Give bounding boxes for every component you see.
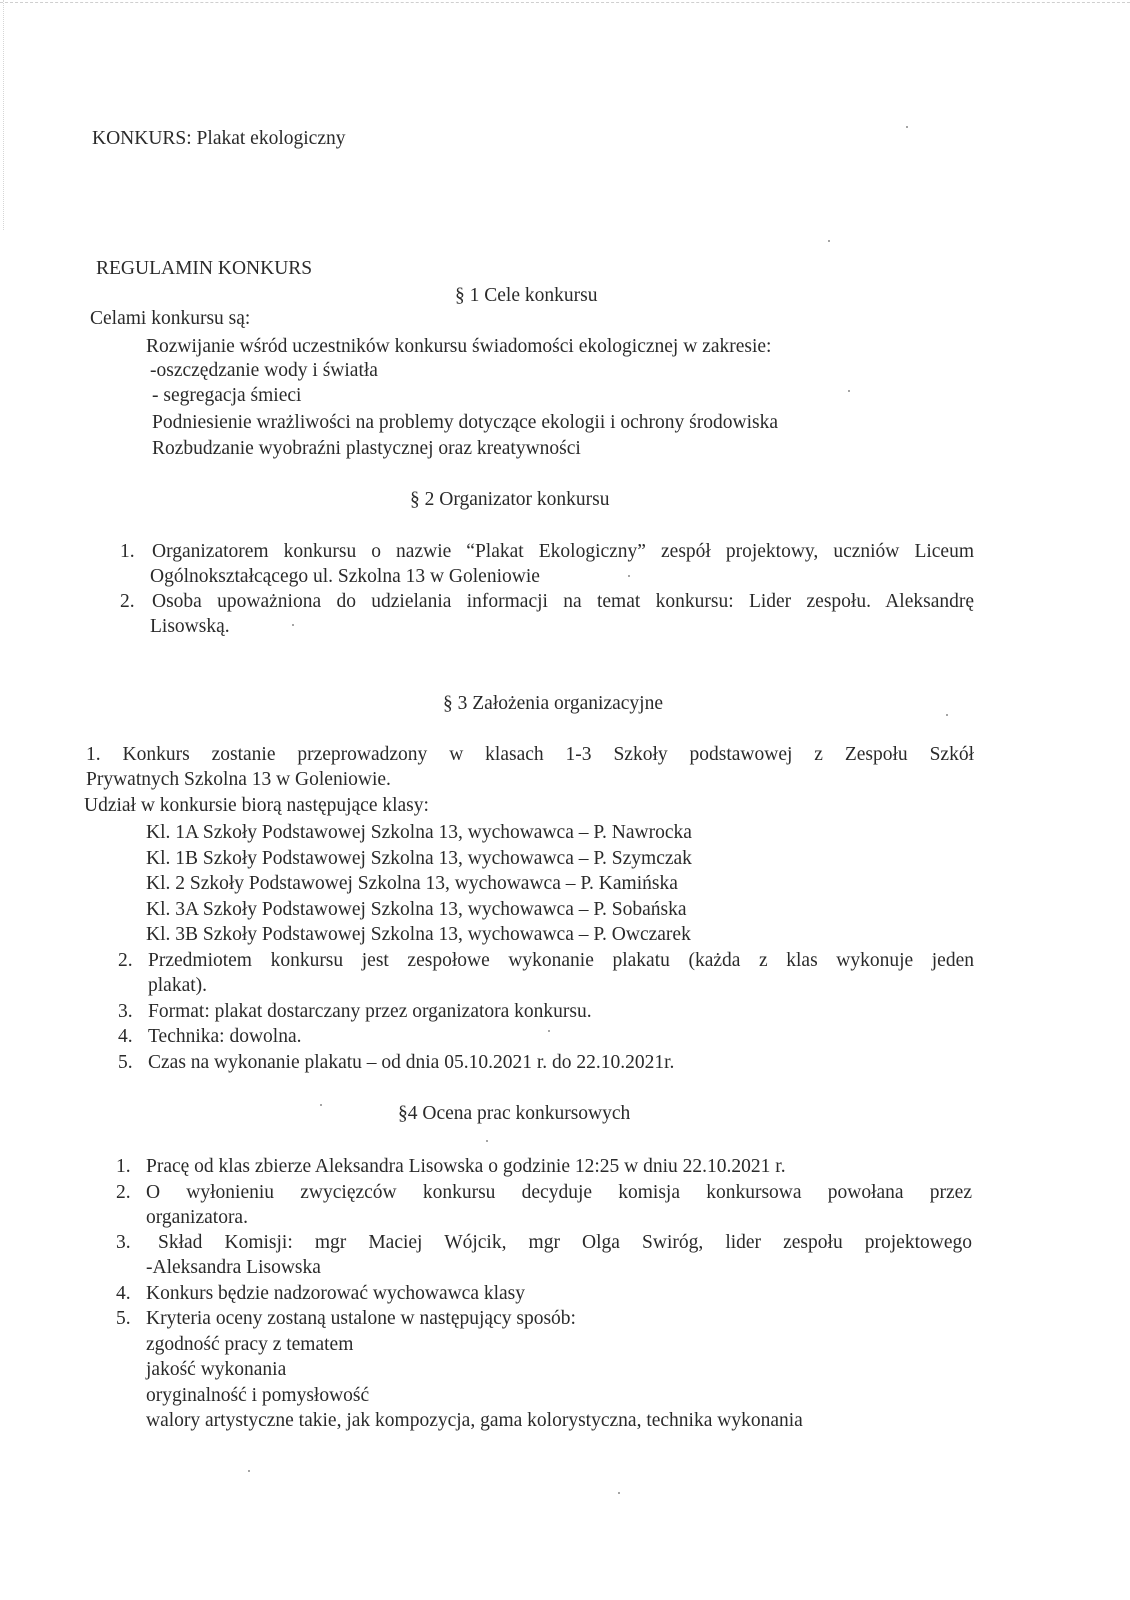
section-4-heading: §4 Ocena prac konkursowych xyxy=(398,1103,631,1124)
list-item-text: Format: plakat dostarczany przez organizatora konkursu. xyxy=(148,1001,592,1022)
scan-speck xyxy=(946,714,948,716)
class-entry: Kl. 3A Szkoły Podstawowej Szkolna 13, wychowawca – P. Sobańska xyxy=(146,899,687,920)
list-item-text: Osoba upoważniona do udzielania informacji na temat konkursu: Lider zespołu. Aleksandrę xyxy=(152,591,974,612)
scan-speck xyxy=(848,390,850,392)
goal-line: Rozbudzanie wyobraźni plastycznej oraz kreatywności xyxy=(152,438,581,459)
scan-edge-top xyxy=(0,2,1130,3)
list-item-text: Lisowską. xyxy=(150,616,230,637)
list-number: 4. xyxy=(118,1026,133,1047)
section-1-intro: Celami konkursu są: xyxy=(90,308,251,329)
criterion-line: walory artystyczne takie, jak kompozycja, gama kolorystyczna, technika wykonania xyxy=(146,1410,803,1431)
list-item-text: Skład Komisji: mgr Maciej Wójcik, mgr Olga Swiróg, lider zespołu projektowego xyxy=(158,1232,972,1253)
list-number: 3. xyxy=(116,1232,131,1253)
list-item-text: Organizatorem konkursu o nazwie “Plakat Ekologiczny” zespół projektowy, uczniów Liceum xyxy=(152,541,974,562)
list-item-text: plakat). xyxy=(148,975,208,996)
scan-speck xyxy=(906,126,908,128)
list-number: 2. xyxy=(116,1182,131,1203)
list-item-text: Ogólnokształcącego ul. Szkolna 13 w Goleniowie xyxy=(150,566,540,587)
list-item-text: Technika: dowolna. xyxy=(148,1026,302,1047)
scan-edge-left xyxy=(3,0,4,230)
criterion-line: oryginalność i pomysłowość xyxy=(146,1385,370,1406)
list-number: 1. xyxy=(116,1156,131,1177)
regulamin-title: REGULAMIN KONKURS xyxy=(96,258,313,279)
class-entry: Kl. 2 Szkoły Podstawowej Szkolna 13, wychowawca – P. Kamińska xyxy=(146,873,678,894)
scan-speck xyxy=(828,240,830,242)
criterion-line: zgodność pracy z tematem xyxy=(146,1334,354,1355)
class-entry: Kl. 1B Szkoły Podstawowej Szkolna 13, wychowawca – P. Szymczak xyxy=(146,848,692,869)
list-item-text: O wyłonieniu zwycięzców konkursu decyduje komisja konkursowa powołana przez xyxy=(146,1182,972,1203)
list-number: 1. xyxy=(120,541,135,562)
list-number: 5. xyxy=(116,1308,131,1329)
scan-speck xyxy=(486,1140,488,1142)
section-2-heading: § 2 Organizator konkursu xyxy=(410,489,610,510)
list-item-text: organizatora. xyxy=(146,1207,248,1228)
section-3-item-1-cont: Prywatnych Szkolna 13 w Goleniowie. xyxy=(86,769,391,790)
section-3-heading: § 3 Założenia organizacyjne xyxy=(443,693,663,714)
list-number: 2. xyxy=(120,591,135,612)
goal-line: -oszczędzanie wody i światła xyxy=(150,360,378,381)
scan-speck xyxy=(248,1470,250,1472)
list-item-text: Czas na wykonanie plakatu – od dnia 05.10.2021 r. do 22.10.2021r. xyxy=(148,1052,675,1073)
scan-speck xyxy=(320,1104,322,1106)
goal-line: - segregacja śmieci xyxy=(152,385,302,406)
list-item-text: Pracę od klas zbierze Aleksandra Lisowska o godzinie 12:25 w dniu 22.10.2021 r. xyxy=(146,1156,786,1177)
class-entry: Kl. 1A Szkoły Podstawowej Szkolna 13, wychowawca – P. Nawrocka xyxy=(146,822,692,843)
list-item-text: Kryteria oceny zostaną ustalone w następujący sposób: xyxy=(146,1308,576,1329)
classes-intro: Udział w konkursie biorą następujące klasy: xyxy=(84,795,429,816)
scan-speck xyxy=(618,1492,620,1494)
list-number: 2. xyxy=(118,950,133,971)
scan-speck xyxy=(292,624,294,626)
document-title: KONKURS: Plakat ekologiczny xyxy=(92,128,346,149)
list-item-text: Konkurs będzie nadzorować wychowawca klasy xyxy=(146,1283,526,1304)
section-3-item-1: 1. Konkurs zostanie przeprowadzony w klasach 1-3 Szkoły podstawowej z Zespołu Szkół xyxy=(86,744,974,765)
goal-line: Podniesienie wrażliwości na problemy dotyczące ekologii i ochrony środowiska xyxy=(152,412,778,433)
scan-speck xyxy=(548,1030,550,1032)
list-number: 5. xyxy=(118,1052,133,1073)
list-item-text: -Aleksandra Lisowska xyxy=(146,1257,321,1278)
list-item-text: Przedmiotem konkursu jest zespołowe wykonanie plakatu (każda z klas wykonuje jeden xyxy=(148,950,974,971)
criterion-line: jakość wykonania xyxy=(146,1359,287,1380)
goal-line: Rozwijanie wśród uczestników konkursu świadomości ekologicznej w zakresie: xyxy=(146,336,772,357)
class-entry: Kl. 3B Szkoły Podstawowej Szkolna 13, wychowawca – P. Owczarek xyxy=(146,924,691,945)
list-number: 4. xyxy=(116,1283,131,1304)
list-number: 3. xyxy=(118,1001,133,1022)
scan-speck xyxy=(628,575,630,577)
section-1-heading: § 1 Cele konkursu xyxy=(455,285,598,306)
